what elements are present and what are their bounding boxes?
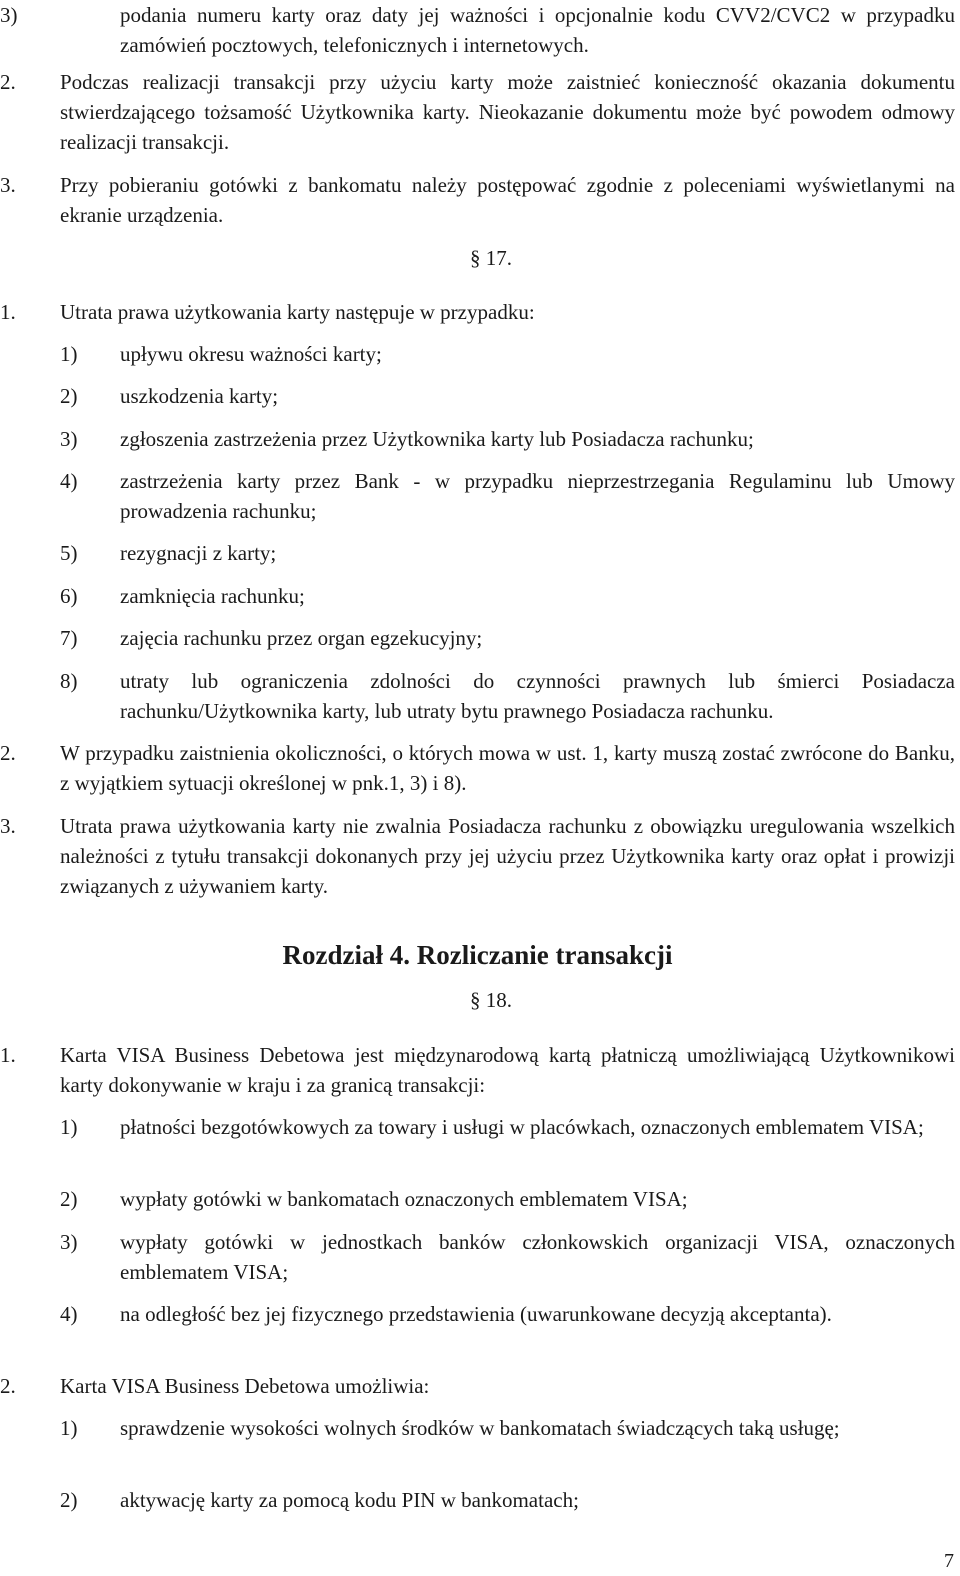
page-number: 7 bbox=[944, 1550, 954, 1572]
item-text: sprawdzenie wysokości wolnych środków w bankomatach świadczących taką usługę; bbox=[120, 1416, 840, 1440]
list-item bbox=[0, 666, 955, 726]
item-number: 2) bbox=[60, 1488, 78, 1512]
list-item bbox=[0, 1299, 955, 1329]
paragraph-text: Przy pobieraniu gotówki z bankomatu należy postępować zgodnie z poleceniami wyświetlanymi na ekranie urządzenia. bbox=[60, 173, 955, 227]
paragraph-text: Utrata prawa użytkowania karty nie zwalnia Posiadacza rachunku z obowiązku uregulowania wszelkich należności z tytułu transakcji dokonanych przy jej użyciu przez Użytkownika karty oraz opłat i prowizji związanych z używaniem karty. bbox=[60, 814, 955, 898]
section-mark-18: § 18. bbox=[470, 988, 512, 1012]
item-text: zajęcia rachunku przez organ egzekucyjny; bbox=[120, 626, 483, 650]
paragraph-number: 3. bbox=[0, 814, 16, 838]
paragraph bbox=[0, 738, 955, 798]
item-text: aktywację karty za pomocą kodu PIN w bankomatach; bbox=[120, 1488, 579, 1512]
list-item bbox=[0, 1485, 955, 1515]
item-number: 5) bbox=[60, 541, 78, 565]
list-item bbox=[0, 339, 955, 369]
list-item bbox=[0, 581, 955, 611]
item-text: zamknięcia rachunku; bbox=[120, 584, 305, 608]
item-number: 1) bbox=[60, 1115, 78, 1139]
item-number: 4) bbox=[60, 469, 78, 493]
paragraph-number: 2. bbox=[0, 741, 16, 765]
paragraph-number: 1. bbox=[0, 1043, 16, 1067]
paragraph-text: Karta VISA Business Debetowa umożliwia: bbox=[60, 1374, 430, 1398]
paragraph-text: Utrata prawa użytkowania karty następuje w przypadku: bbox=[60, 300, 535, 324]
list-item bbox=[0, 0, 955, 60]
paragraph-text: Karta VISA Business Debetowa jest międzynarodową kartą płatniczą umożliwiającą Użytkownikowi karty dokonywanie w kraju i za granicą transakcji: bbox=[60, 1043, 955, 1097]
list-item bbox=[0, 538, 955, 568]
section-mark-17: § 17. bbox=[470, 246, 512, 270]
item-text: rezygnacji z karty; bbox=[120, 541, 277, 565]
paragraph-number: 3. bbox=[0, 173, 16, 197]
paragraph-number: 1. bbox=[0, 300, 16, 324]
item-number: 3) bbox=[60, 1230, 78, 1254]
paragraph bbox=[0, 170, 955, 230]
paragraph bbox=[0, 811, 955, 901]
list-item bbox=[0, 1184, 955, 1214]
item-number: 4) bbox=[60, 1302, 78, 1326]
paragraph-number: 2. bbox=[0, 1374, 16, 1398]
item-text: upływu okresu ważności karty; bbox=[120, 342, 382, 366]
item-number: 1) bbox=[60, 342, 78, 366]
list-item bbox=[0, 1112, 955, 1142]
item-number: 3) bbox=[60, 427, 78, 451]
item-text: zastrzeżenia karty przez Bank - w przypadku nieprzestrzegania Regulaminu lub Umowy prowadzenia rachunku; bbox=[120, 469, 955, 523]
item-text: wypłaty gotówki w jednostkach banków członkowskich organizacji VISA, oznaczonych emblematem VISA; bbox=[120, 1230, 955, 1284]
paragraph-text: Podczas realizacji transakcji przy użyciu karty może zaistnieć konieczność okazania dokumentu stwierdzającego tożsamość Użytkownika karty. Nieokazanie dokumentu może być powodem odmowy realizacji transakcji. bbox=[60, 70, 955, 154]
item-text: wypłaty gotówki w bankomatach oznaczonych emblematem VISA; bbox=[120, 1187, 688, 1211]
paragraph bbox=[0, 297, 955, 327]
paragraph bbox=[0, 1371, 955, 1401]
paragraph bbox=[0, 67, 955, 157]
item-number: 1) bbox=[60, 1416, 78, 1440]
paragraph-number: 2. bbox=[0, 70, 16, 94]
item-text: uszkodzenia karty; bbox=[120, 384, 279, 408]
chapter-title: Rozdział 4. Rozliczanie transakcji bbox=[282, 940, 673, 970]
item-text: na odległość bez jej fizycznego przedstawienia (uwarunkowane decyzją akceptanta). bbox=[120, 1302, 832, 1326]
item-number: 3) bbox=[0, 3, 18, 27]
paragraph-text: W przypadku zaistnienia okoliczności, o których mowa w ust. 1, karty muszą zostać zwrócone do Banku, z wyjątkiem sytuacji określonej w pnk.1, 3) i 8). bbox=[60, 741, 955, 795]
item-number: 2) bbox=[60, 384, 78, 408]
item-number: 2) bbox=[60, 1187, 78, 1211]
paragraph bbox=[0, 1040, 955, 1100]
item-number: 7) bbox=[60, 626, 78, 650]
item-text: zgłoszenia zastrzeżenia przez Użytkownika karty lub Posiadacza rachunku; bbox=[120, 427, 754, 451]
list-item bbox=[0, 623, 955, 653]
item-text: utraty lub ograniczenia zdolności do czynności prawnych lub śmierci Posiadacza rachunku/Użytkownika karty, lub utraty bytu prawnego Posiadacza rachunku. bbox=[120, 669, 955, 723]
list-item bbox=[0, 1227, 955, 1287]
item-number: 8) bbox=[60, 669, 78, 693]
list-item bbox=[0, 381, 955, 411]
list-item bbox=[0, 424, 955, 454]
item-text: podania numeru karty oraz daty jej ważności i opcjonalnie kodu CVV2/CVC2 w przypadku zamówień pocztowych, telefonicznych i internetowych. bbox=[120, 3, 955, 57]
list-item bbox=[0, 466, 955, 526]
item-number: 6) bbox=[60, 584, 78, 608]
item-text: płatności bezgotówkowych za towary i usługi w placówkach, oznaczonych emblematem VISA; bbox=[120, 1115, 924, 1139]
list-item bbox=[0, 1413, 955, 1443]
